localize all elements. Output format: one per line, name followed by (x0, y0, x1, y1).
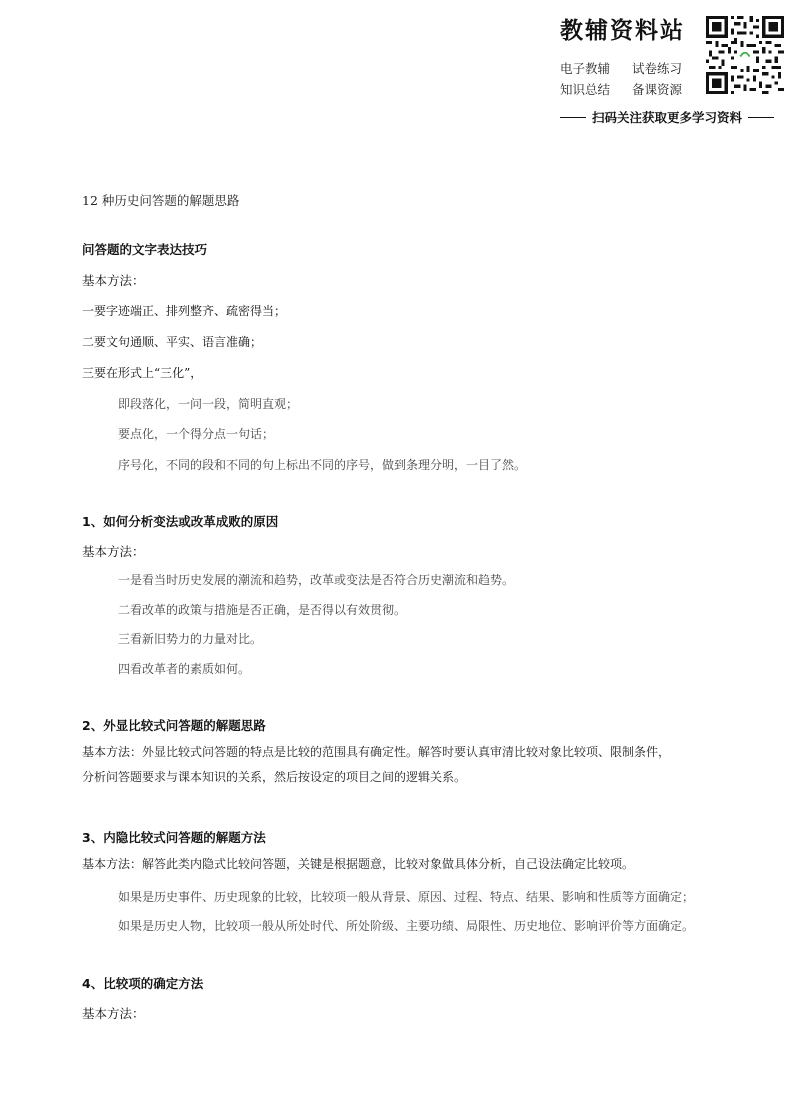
intro-sub-item: 序号化，不同的段和不同的句上标出不同的序号，做到条理分明，一目了然。 (118, 458, 527, 472)
tagline-rule-left (560, 117, 586, 118)
section-2-text: 外显比较式问答题的特点是比较的范围具有确定性。解答时要认真审清比较对象比较项、限制条件，分析问答题要求与课本知识的关系，然后按设定的项目之间的逻辑关系。 (82, 745, 671, 784)
section-2-heading: 2、外显比较式问答题的解题思路 (82, 718, 266, 733)
intro-sub-item: 要点化，一个得分点一句话； (118, 427, 275, 441)
intro-heading: 问答题的文字表达技巧 (82, 242, 208, 257)
intro-item: 三要在形式上“三化”， (82, 366, 203, 380)
brand-link-summaries[interactable]: 知识总结 (560, 82, 611, 97)
intro-item: 一要字迹端正、排列整齐、疏密得当； (82, 304, 287, 318)
intro-label: 基本方法： (82, 273, 145, 288)
brand-link-resources[interactable]: 备课资源 (632, 82, 683, 97)
section-3-heading: 3、内隐比较式问答题的解题方法 (82, 830, 266, 845)
section-1-heading: 1、如何分析变法或改革成败的原因 (82, 514, 279, 529)
brand-title: 教辅资料站 (560, 18, 685, 44)
tagline-text: 扫码关注获取更多学习资料 (592, 110, 743, 125)
section-4-label: 基本方法： (82, 1006, 145, 1021)
intro-item: 二要文句通顺、平实、语言准确； (82, 335, 263, 349)
section-2-label: 基本方法： (82, 745, 143, 759)
section-3-text: 解答此类内隐式比较问答题，关键是根据题意，比较对象做具体分析，自己设法确定比较项。 (142, 857, 635, 871)
brand-block (560, 12, 700, 98)
section-1-item: 二看改革的政策与措施是否正确，是否得以有效贯彻。 (118, 603, 407, 617)
section-1-item: 三看新旧势力的力量对比。 (118, 632, 263, 646)
section-1-item: 四看改革者的素质如何。 (118, 662, 251, 676)
section-2-paragraph (82, 740, 682, 790)
document-title: 12 种历史问答题的解题思路 (82, 193, 240, 208)
section-3-label: 基本方法： (82, 857, 143, 871)
qr-code-icon (706, 16, 784, 94)
intro-sub-item: 即段落化，一问一段，简明直观； (118, 397, 299, 411)
brand-link-exercises[interactable]: 试卷练习 (632, 61, 683, 76)
brand-link-ebooks[interactable]: 电子教辅 (560, 61, 611, 76)
section-1-label: 基本方法： (82, 544, 145, 559)
section-3-item: 如果是历史人物，比较项一般从所处时代、所处阶级、主要功绩、局限性、历史地位、影响评价等方面确定。 (118, 919, 695, 933)
section-4-heading: 4、比较项的确定方法 (82, 976, 204, 991)
section-1-item: 一是看当时历史发展的潮流和趋势，改革或变法是否符合历史潮流和趋势。 (118, 573, 515, 587)
section-3-paragraph (82, 852, 682, 877)
brand-tagline (560, 108, 780, 126)
brand-links (560, 59, 700, 98)
tagline-rule-right (748, 117, 774, 118)
section-3-item: 如果是历史事件、历史现象的比较，比较项一般从背景、原因、过程、特点、结果、影响和性质等方面确定； (118, 890, 695, 904)
